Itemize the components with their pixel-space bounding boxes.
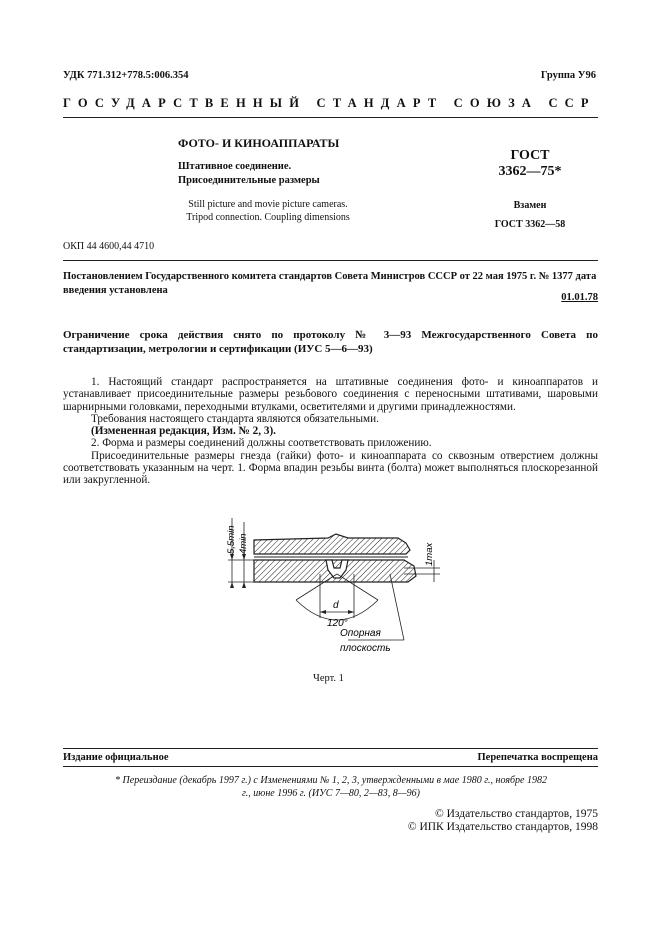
copyright-line-2: © ИПК Издательство стандартов, 1998 [407,821,598,833]
copyright-line-1: © Издательство стандартов, 1975 [434,808,598,820]
footer-divider-2 [63,766,598,767]
limitation-notice: Ограничение срока действия снято по протоколу № 3—93 Межгосударственного Совета по стандартизации, метрологии и сертификации (ИУС 5—6—93) [63,329,598,355]
tripod-socket-drawing [208,508,453,660]
english-title-line-1: Still picture and movie picture cameras. [188,199,348,210]
reference-plane-label-2: плоскость [340,643,391,654]
paragraph-amendment: (Измененная редакция, Изм. № 2, 3). [91,425,276,438]
standard-banner: ГОСУДАРСТВЕННЫЙ СТАНДАРТ СОЮЗА ССР [63,96,596,110]
document-title: ФОТО- И КИНОАППАРАТЫ [178,136,340,150]
dim-label-d: d [333,600,339,611]
english-title-line-2: Tripod connection. Coupling dimensions [186,212,350,223]
reprint-prohibited: Перепечатка воспрещена [477,752,598,763]
document-subtitle [178,160,320,188]
figure-caption: Черт. 1 [313,673,344,684]
english-title [168,198,368,224]
gost-number: 3362—75* [498,164,562,179]
resolution-text: Постановлением Государственного комитета стандартов Совета Министров СССР от 22 мая 1975 г. № 1377 дата введения установлена [63,271,597,296]
dim-label-5-5min: 5,5min [226,525,237,554]
subtitle-line-2: Присоединительные размеры [178,175,320,186]
footer-divider [63,748,598,749]
copyright-block [408,808,598,834]
okp-divider [63,260,598,261]
group-code: Группа У96 [540,70,596,81]
paragraph-1: 1. Настоящий стандарт распространяется на штативные соединения фото- и киноаппаратов и устанавливает присоединительные размеры резьбового соединения с переносными штативами, шаровыми шарнирными головками, переходными втулками, осветителями и другими принадлежностями. [63,376,598,413]
reference-plane-label-1: Опорная [340,628,381,639]
paragraph-3: 2. Форма и размеры соединений должны соответствовать приложению. [91,437,432,450]
replaces-block [470,196,590,234]
replaces-label: Взамен [513,200,547,211]
reissue-note: * Переиздание (декабрь 1997 г.) с Изменениями № 1, 2, 3, утвержденными в мае 1980 г., ноябре 1982 г., июне 1996 г. (ИУС 7—80, 2—83, 8—96) [115,775,547,799]
angle-label: 120° [327,618,348,629]
body-text [63,376,598,487]
okp-code: ОКП 44 4600,44 4710 [63,241,155,252]
upper-plate [254,534,410,554]
udk-code: УДК 771.312+778.5:006.354 [63,70,189,81]
subtitle-line-1: Штативное соединение. [178,161,292,172]
introduction-date: 01.01.78 [561,292,598,303]
dim-label-4min: 4min [238,533,249,554]
replaces-value: ГОСТ 3362—58 [494,219,566,230]
official-edition: Издание официальное [63,752,169,763]
header-divider [63,117,598,118]
gost-designation [470,148,590,180]
paragraph-4: Присоединительные размеры гнезда (гайки) фото- и киноаппарата со сквозным отверстием должны соответствовать указанным на черт. 1. Форма впадин резьбы винта (болта) может выполняться плоскорезанной или закругленной. [63,449,598,487]
paragraph-2: Требования настоящего стандарта являются обязательными. [91,412,379,425]
dim-label-1max: 1max [424,542,435,566]
gost-label: ГОСТ [510,148,550,163]
